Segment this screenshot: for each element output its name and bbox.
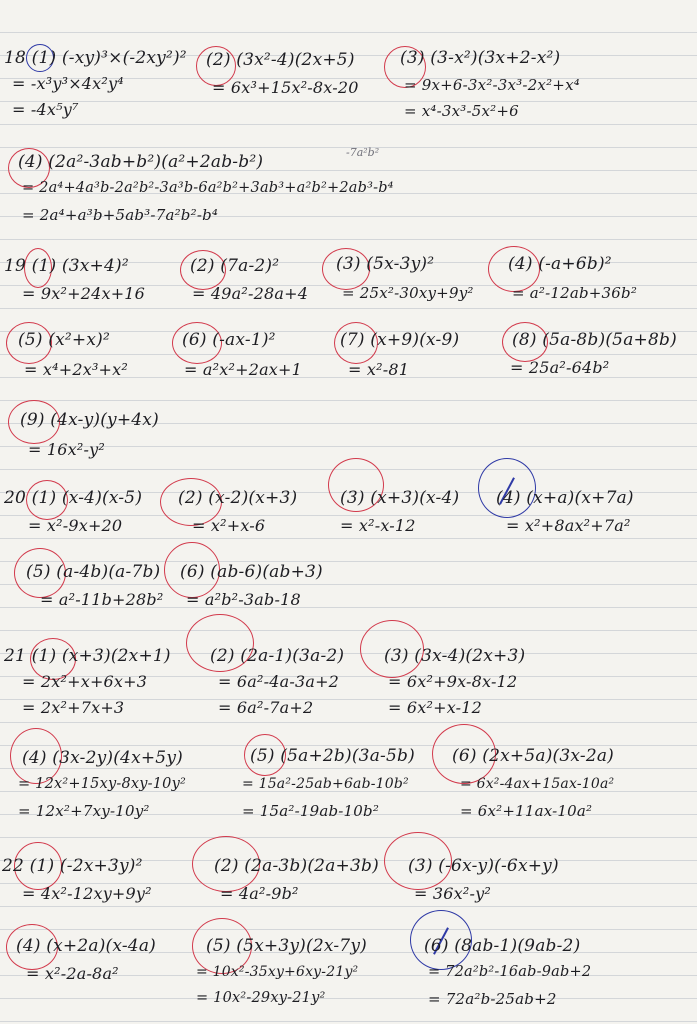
problem-22-3-answer: = 36x²-y²: [414, 884, 491, 903]
problem-20-6-answer: = a²b²-3ab-18: [186, 590, 301, 609]
problem-21-1-answer: = 2x²+7x+3: [22, 698, 125, 717]
problem-19-8-answer: = 25a²-64b²: [510, 358, 610, 377]
problem-20-3-answer: = x²-x-12: [340, 516, 416, 535]
problem-21-5-expression: (5) (5a+2b)(3a-5b): [250, 746, 415, 766]
problem-21-1-expression: 21 (1) (x+3)(2x+1): [4, 646, 171, 666]
problem-18-4-answer: = 2a⁴+a³b+5ab³-7a²b²-b⁴: [22, 206, 219, 224]
problem-22-4-answer: = x²-2a-8a²: [26, 964, 119, 983]
problem-20-6-expression: (6) (ab-6)(ab+3): [180, 562, 323, 582]
problem-19-7-answer: = x²-81: [348, 360, 410, 379]
problem-19-2-expression: (2) (7a-2)²: [190, 256, 280, 276]
problem-22-1-answer: = 4x²-12xy+9y²: [22, 884, 152, 903]
problem-18-3-expression: (3) (3-x²)(3x+2-x²): [400, 48, 561, 68]
problem-19-5-expression: (5) (x²+x)²: [18, 330, 110, 350]
problem-22-6-expression: (6) (8ab-1)(9ab-2): [424, 936, 581, 956]
problem-19-4-answer: = a²-12ab+36b²: [512, 284, 638, 302]
problem-22-2-answer: = 4a²-9b²: [220, 884, 299, 903]
problem-19-4-expression: (4) (-a+6b)²: [508, 254, 612, 274]
problem-19-7-expression: (7) (x+9)(x-9): [340, 330, 460, 350]
problem-19-5-answer: = x⁴+2x³+x²: [24, 360, 128, 379]
problem-22-4-expression: (4) (x+2a)(x-4a): [16, 936, 156, 956]
problem-20-5-answer: = a²-11b+28b²: [40, 590, 164, 609]
problem-18-2-answer: = 6x³+15x²-8x-20: [212, 78, 359, 97]
problem-22-2-expression: (2) (2a-3b)(2a+3b): [214, 856, 379, 876]
problem-21-5-step1: = 15a²-25ab+6ab-10b²: [242, 776, 409, 792]
problem-22-5-answer: = 10x²-29xy-21y²: [196, 990, 326, 1006]
problem-21-3-step1: = 6x²+9x-8x-12: [388, 672, 518, 691]
problem-19-9-expression: (9) (4x-y)(y+4x): [20, 410, 159, 430]
problem-18-1-expression: 18 (1) (-xy)³×(-2xy²)²: [4, 48, 187, 68]
problem-18-3-step1: = 9x+6-3x²-3x³-2x²+x⁴: [404, 76, 580, 94]
problem-18-2-expression: (2) (3x²-4)(2x+5): [206, 50, 355, 70]
problem-20-4-answer: = x²+8ax²+7a²: [506, 516, 631, 535]
problem-21-2-expression: (2) (2a-1)(3a-2): [210, 646, 345, 666]
problem-21-3-expression: (3) (3x-4)(2x+3): [384, 646, 526, 666]
problem-21-6-expression: (6) (2x+5a)(3x-2a): [452, 746, 615, 766]
problem-21-3-answer: = 6x²+x-12: [388, 698, 483, 717]
problem-20-1-expression: 20 (1) (x-4)(x-5): [4, 488, 143, 508]
problem-21-4-step1: = 12x²+15xy-8xy-10y²: [18, 776, 187, 792]
problem-19-3-expression: (3) (5x-3y)²: [336, 254, 435, 274]
problem-21-6-answer: = 6x²+11ax-10a²: [460, 802, 593, 820]
problem-21-2-step1: = 6a²-4a-3a+2: [218, 672, 340, 691]
problem-21-4-expression: (4) (3x-2y)(4x+5y): [22, 748, 183, 768]
problem-19-8-expression: (8) (5a-8b)(5a+8b): [512, 330, 677, 350]
problem-20-2-expression: (2) (x-2)(x+3): [178, 488, 298, 508]
problem-22-6-step1: = 72a²b²-16ab-9ab+2: [428, 964, 592, 980]
problem-21-4-answer: = 12x²+7xy-10y²: [18, 802, 150, 820]
problem-22-5-step1: = 10x²-35xy+6xy-21y²: [196, 964, 359, 980]
problem-21-1-step1: = 2x²+x+6x+3: [22, 672, 148, 691]
problem-19-9-answer: = 16x²-y²: [28, 440, 105, 459]
problem-20-2-answer: = x²+x-6: [192, 516, 266, 535]
problem-22-6-answer: = 72a²b-25ab+2: [428, 990, 557, 1008]
problem-21-6-step1: = 6x²-4ax+15ax-10a²: [460, 776, 615, 792]
problem-18-1-answer: = -4x⁵y⁷: [12, 100, 79, 119]
problem-20-5-expression: (5) (a-4b)(a-7b): [26, 562, 161, 582]
problem-19-1-expression: 19 (1) (3x+4)²: [4, 256, 129, 276]
problem-20-3-expression: (3) (x+3)(x-4): [340, 488, 460, 508]
margin-note: -7a²b²: [346, 146, 380, 159]
problem-21-5-answer: = 15a²-19ab-10b²: [242, 802, 380, 820]
problem-18-4-expression: (4) (2a²-3ab+b²)(a²+2ab-b²): [18, 152, 264, 172]
problem-22-5-expression: (5) (5x+3y)(2x-7y): [206, 936, 367, 956]
problem-20-4-expression: (4) (x+a)(x+7a): [496, 488, 634, 508]
problem-22-1-expression: 22 (1) (-2x+3y)²: [2, 856, 143, 876]
problem-22-3-expression: (3) (-6x-y)(-6x+y): [408, 856, 559, 876]
problem-20-1-answer: = x²-9x+20: [28, 516, 123, 535]
problem-18-1-step1: = -x³y³×4x²y⁴: [12, 74, 124, 93]
problem-19-3-answer: = 25x²-30xy+9y²: [342, 284, 474, 302]
problem-18-3-answer: = x⁴-3x³-5x²+6: [404, 102, 519, 120]
problem-19-2-answer: = 49a²-28a+4: [192, 284, 309, 303]
problem-18-4-step1: = 2a⁴+4a³b-2a²b²-3a³b-6a²b²+3ab³+a²b²+2ab³-b⁴: [22, 180, 394, 196]
problem-19-6-answer: = a²x²+2ax+1: [184, 360, 303, 379]
problem-19-1-answer: = 9x²+24x+16: [22, 284, 146, 303]
problem-21-2-answer: = 6a²-7a+2: [218, 698, 314, 717]
problem-19-6-expression: (6) (-ax-1)²: [182, 330, 276, 350]
